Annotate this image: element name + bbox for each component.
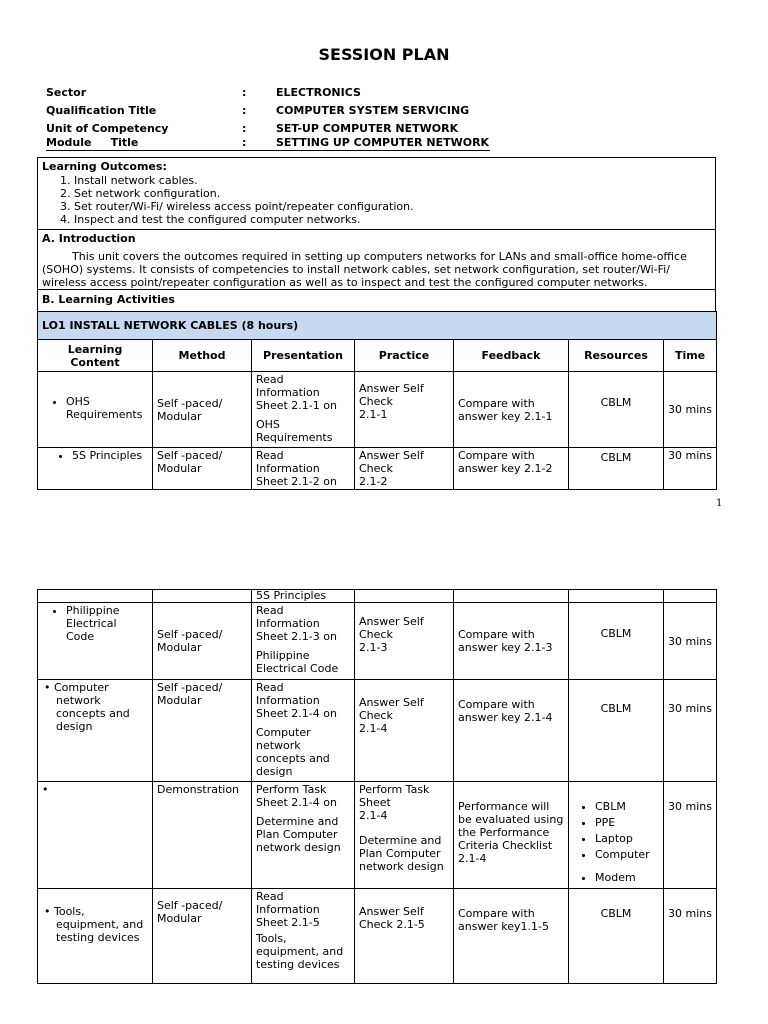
- resources-cell: [569, 782, 664, 889]
- module-label: Module Title: [46, 136, 139, 149]
- table-row: [38, 590, 717, 603]
- learning-outcomes-list: [42, 174, 711, 226]
- method-cell: Self -paced/ Modular: [153, 889, 252, 984]
- resources-cell: CBLM: [569, 889, 664, 984]
- practice-cell: [355, 680, 454, 782]
- presentation-text: Read Information Sheet 2.1-4 on: [256, 681, 337, 720]
- practice-text: Perform Task Sheet: [359, 783, 430, 809]
- presentation-cell: Read Information Sheet 2.1-2 on: [252, 448, 355, 490]
- presentation-cell: [252, 782, 355, 889]
- list-item: • Computer: [595, 848, 659, 861]
- presentation-topic: Philippine Electrical Code: [256, 649, 339, 675]
- bullet: •: [44, 681, 51, 694]
- bullet: •: [44, 905, 51, 918]
- unit-label: Unit of Competency: [46, 122, 169, 135]
- practice-text: Answer Self Check: [359, 382, 424, 408]
- column-header-method: Method: [153, 340, 252, 372]
- column-header-practice: Practice: [355, 340, 454, 372]
- activities-table-page1: [37, 311, 717, 490]
- list-item: • CBLM: [595, 800, 659, 813]
- learning-outcomes-box: [37, 157, 716, 230]
- presentation-text: Read Information Sheet 2.1-5: [256, 890, 320, 929]
- resources-cell: CBLM: [569, 603, 664, 680]
- introduction-box: [37, 229, 716, 290]
- presentation-text: Read Information Sheet 2.1-1 on: [256, 373, 337, 412]
- feedback-cell: Compare with answer key 2.1-3: [454, 603, 569, 680]
- learning-content-cell: [38, 603, 153, 680]
- practice-topic: Determine and Plan Computer network design: [359, 834, 444, 873]
- learning-activities-heading: B. Learning Activities: [37, 289, 716, 312]
- resources-cell: CBLM: [569, 680, 664, 782]
- resources-cell: CBLM: [569, 448, 664, 490]
- time-cell: [664, 590, 717, 603]
- list-item: • Laptop: [595, 832, 659, 845]
- presentation-topic: Computer network concepts and design: [256, 726, 330, 778]
- presentation-cell: [252, 603, 355, 680]
- learning-content-label: Computer network concepts and design: [54, 681, 130, 733]
- practice-cell: [355, 603, 454, 680]
- table-row: [38, 603, 717, 680]
- learning-content-cell: [38, 448, 153, 490]
- document-title: SESSION PLAN: [318, 45, 450, 64]
- sector-colon: :: [242, 86, 247, 99]
- resources-cell: [569, 590, 664, 603]
- time-cell: 30 mins: [664, 603, 717, 680]
- practice-text: Answer Self Check: [359, 615, 424, 641]
- practice-cell: Answer Self Check 2.1-5: [355, 889, 454, 984]
- presentation-cell: [252, 680, 355, 782]
- practice-cell: [355, 590, 454, 603]
- presentation-text: Read Information Sheet 2.1-3 on: [256, 604, 337, 643]
- time-cell: 30 mins: [664, 372, 717, 448]
- learning-content-cell: [38, 680, 153, 782]
- learning-outcomes-heading: Learning Outcomes:: [42, 160, 167, 173]
- time-cell: 30 mins: [664, 680, 717, 782]
- method-cell: Self -paced/ Modular: [153, 448, 252, 490]
- feedback-cell: Compare with answer key 2.1-2: [454, 448, 569, 490]
- qualification-value: COMPUTER SYSTEM SERVICING: [276, 104, 470, 117]
- practice-cell: [355, 782, 454, 889]
- learning-content-cell: [38, 590, 153, 603]
- lo1-heading: LO1 INSTALL NETWORK CABLES (8 hours): [38, 312, 717, 340]
- introduction-text: This unit covers the outcomes required in setting up computers networks for LANs and small-office home-office (SOHO) systems. It consists of competencies to install network cables, set network configuration, set router/Wi-Fi/ wireless access point/repeater configuration as well as to inspect and test the configured computer networks.: [42, 250, 687, 289]
- list-item: 1. Install network cables.: [74, 174, 711, 187]
- method-cell: Self -paced/ Modular: [153, 372, 252, 448]
- practice-number: 2.1-2: [359, 475, 388, 488]
- practice-number: 2.1-4: [359, 809, 388, 822]
- list-item: • PPE: [595, 816, 659, 829]
- column-header-presentation: Presentation: [252, 340, 355, 372]
- sector-label: Sector: [46, 86, 87, 99]
- page-number: 1: [716, 498, 723, 509]
- method-cell: Demonstration: [153, 782, 252, 889]
- practice-cell: [355, 448, 454, 490]
- column-header-time: Time: [664, 340, 717, 372]
- list-item: • OHS Requirements: [66, 395, 148, 421]
- module-colon: :: [242, 136, 247, 149]
- method-cell: [153, 590, 252, 603]
- learning-content-cell: •: [38, 782, 153, 889]
- list-item: 2. Set network configuration.: [74, 187, 711, 200]
- unit-value: SET-UP COMPUTER NETWORK: [276, 122, 459, 135]
- table-row: [38, 782, 717, 889]
- practice-number: 2.1-3: [359, 641, 388, 654]
- column-header-content: Learning Content: [38, 340, 153, 372]
- presentation-topic: 5S Principles: [252, 590, 355, 603]
- list-item: • Philippine Electrical Code: [66, 604, 148, 643]
- column-header-resources: Resources: [569, 340, 664, 372]
- list-item: • 5S Principles: [72, 449, 148, 462]
- method-cell: Self -paced/ Modular: [153, 680, 252, 782]
- learning-content-cell: [38, 889, 153, 984]
- qualification-label: Qualification Title: [46, 104, 157, 117]
- practice-cell: [355, 372, 454, 448]
- feedback-cell: Compare with answer key 2.1-1: [454, 372, 569, 448]
- time-cell: 30 mins: [664, 889, 717, 984]
- time-cell: 30 mins: [664, 448, 717, 490]
- presentation-topic: Tools, equipment, and testing devices: [256, 932, 344, 971]
- practice-number: 2.1-4: [359, 722, 388, 735]
- list-item: 3. Set router/Wi-Fi/ wireless access point/repeater configuration.: [74, 200, 711, 213]
- learning-content-text: [42, 681, 148, 733]
- presentation-text: Perform Task Sheet 2.1-4 on: [256, 783, 337, 809]
- resources-list: [573, 800, 659, 884]
- practice-text: Answer Self Check: [359, 696, 424, 722]
- unit-colon: :: [242, 122, 247, 135]
- qualification-colon: :: [242, 104, 247, 117]
- table-row: [38, 680, 717, 782]
- time-cell: 30 mins: [664, 782, 717, 889]
- feedback-cell: Compare with answer key1.1-5: [454, 889, 569, 984]
- activities-table-page2: [37, 589, 717, 984]
- module-title-row: [46, 135, 490, 151]
- presentation-topic: Determine and Plan Computer network design: [256, 815, 341, 854]
- practice-text: Answer Self Check: [359, 449, 424, 475]
- learning-content-cell: [38, 372, 153, 448]
- presentation-cell: [252, 889, 355, 984]
- presentation-cell: [252, 372, 355, 448]
- feedback-cell: Performance will be evaluated using the Performance Criteria Checklist 2.1-4: [454, 782, 569, 889]
- sector-value: ELECTRONICS: [276, 86, 361, 99]
- list-item: 4. Inspect and test the configured computer networks.: [74, 213, 711, 226]
- method-cell: Self -paced/ Modular: [153, 603, 252, 680]
- learning-content-text: [42, 905, 148, 944]
- feedback-cell: Compare with answer key 2.1-4: [454, 680, 569, 782]
- resources-cell: CBLM: [569, 372, 664, 448]
- list-item: • Modem: [595, 871, 659, 884]
- table-row: [38, 889, 717, 984]
- table-row: [38, 372, 717, 448]
- feedback-cell: [454, 590, 569, 603]
- practice-number: 2.1-1: [359, 408, 388, 421]
- module-value: SETTING UP COMPUTER NETWORK: [276, 136, 490, 149]
- table-row: [38, 448, 717, 490]
- column-header-feedback: Feedback: [454, 340, 569, 372]
- presentation-topic: OHS Requirements: [256, 418, 333, 444]
- introduction-heading: A. Introduction: [42, 232, 136, 245]
- learning-content-label: Tools, equipment, and testing devices: [54, 905, 144, 944]
